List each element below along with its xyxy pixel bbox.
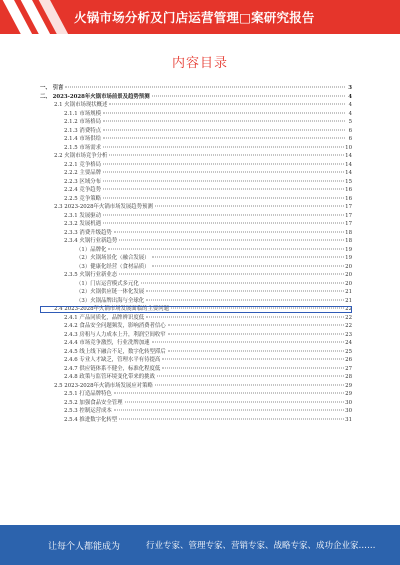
- toc-entry-page-number: 22: [345, 314, 352, 321]
- toc-entry-page-number: 30: [345, 408, 352, 414]
- toc-entry[interactable]: [40, 118, 352, 127]
- toc-entry-page-number: 4: [348, 93, 352, 100]
- footer-slogan-right: 行业专家、管理专家、营销专家、战略专家、成功企业家……: [146, 541, 376, 551]
- toc-entry-label: 2.4.1 产品同质化，品牌辨识度低: [64, 314, 145, 321]
- toc-entry-label: 2.5.2 加强食品安全管理: [64, 399, 123, 406]
- toc-entry[interactable]: [40, 203, 352, 212]
- toc-entry-label: （2）火锅场景化（融合发展）: [76, 255, 150, 261]
- toc-entry[interactable]: [40, 280, 352, 289]
- toc-entry-page-number: 5: [348, 119, 352, 125]
- toc-entry-page-number: 17: [345, 204, 352, 210]
- toc-leader-dots: [119, 240, 344, 241]
- toc-entry-page-number: 16: [345, 187, 352, 193]
- toc-entry-page-number: 6: [348, 127, 352, 134]
- toc-entry-page-number: 14: [345, 153, 352, 159]
- toc-entry-page-number: 18: [345, 229, 352, 236]
- toc-entry-label: （3）火锅品牌出海与全球化: [76, 297, 145, 304]
- toc-entry-page-number: 29: [345, 391, 352, 397]
- toc-entry[interactable]: [40, 169, 352, 178]
- toc-leader-dots: [155, 206, 344, 207]
- toc-entry[interactable]: [40, 416, 352, 425]
- toc-leader-dots: [103, 189, 344, 190]
- toc-leader-dots: [103, 214, 344, 215]
- toc-leader-dots: [168, 325, 344, 326]
- toc-entry-label: （3）健康化经营（食材品质）: [76, 263, 150, 270]
- toc-entry-label: 2.4 2023-2028年火锅市场发展面临的主要问题: [54, 306, 170, 312]
- toc-entry-label: 2.3.2 发展机遇: [64, 221, 101, 227]
- toc-entry-page-number: 22: [345, 306, 352, 312]
- toc-entry[interactable]: [40, 110, 352, 119]
- toc-entry-page-number: 3: [348, 85, 352, 91]
- toc-entry-page-number: 19: [345, 246, 352, 253]
- toc-entry[interactable]: [40, 339, 352, 348]
- toc-entry-page-number: 17: [345, 212, 352, 219]
- toc-entry[interactable]: [40, 127, 352, 136]
- toc-entry[interactable]: [40, 161, 352, 170]
- toc-entry-label: 2.4.6 专业人才缺乏，管理水平有待提高: [64, 357, 161, 363]
- toc-entry[interactable]: [40, 144, 352, 153]
- toc-entry-page-number: 18: [345, 238, 352, 244]
- toc-entry[interactable]: [40, 322, 352, 331]
- toc-entry-label: 2.4.5 线上线下融合不足，数字化转型滞后: [64, 348, 166, 355]
- toc-entry-label: 2.4.3 房租与人力成本上升，利润空间收窄: [64, 331, 166, 338]
- toc-entry-label: 2.5.1 打造品牌特色: [64, 391, 112, 397]
- toc-entry-label: 2.3.4 火锅行业新趋势: [64, 238, 118, 244]
- toc-entry-label: （1）品牌化: [76, 246, 107, 253]
- footer-banner: [0, 525, 400, 565]
- toc-entry[interactable]: [40, 382, 352, 391]
- toc-entry-page-number: 20: [345, 280, 352, 287]
- toc-leader-dots: [152, 95, 345, 96]
- toc-entry-page-number: 14: [345, 161, 352, 168]
- toc-entry[interactable]: [40, 152, 352, 161]
- toc-leader-dots: [103, 172, 344, 173]
- toc-leader-dots: [146, 291, 344, 292]
- toc-entry[interactable]: [40, 101, 352, 110]
- toc-entry-label: 2.5 2023-2028年火锅市场发展应对策略: [54, 382, 153, 389]
- toc-entry-label: 2.3 2023-2028年火锅市场发展趋势预测: [54, 204, 153, 210]
- table-of-contents: [40, 84, 352, 424]
- toc-entry-page-number: 19: [345, 255, 352, 261]
- toc-leader-dots: [152, 342, 345, 343]
- toc-leader-dots: [103, 146, 344, 147]
- toc-entry[interactable]: [40, 263, 352, 272]
- toc-leader-dots: [141, 282, 344, 283]
- toc-leader-dots: [155, 384, 344, 385]
- footer-slogan-left: 让每个人都能成为: [48, 542, 121, 552]
- toc-leader-dots: [146, 316, 344, 317]
- toc-entry[interactable]: [40, 348, 352, 357]
- toc-entry-page-number: 21: [345, 289, 352, 295]
- toc-entry-label: 2.2.1 竞争格局: [64, 161, 101, 168]
- toc-entry-label: 2.2 火锅市场竞争分析: [54, 153, 108, 159]
- toc-entry-label: 2.1.2 市场格局: [64, 119, 101, 125]
- toc-entry-page-number: 27: [345, 365, 352, 372]
- toc-entry-page-number: 20: [345, 263, 352, 270]
- toc-entry[interactable]: [40, 135, 352, 144]
- toc-entry[interactable]: [40, 297, 352, 306]
- toc-entry-label: 2.1.4 市场供给: [64, 136, 101, 142]
- report-header-banner: [0, 0, 400, 34]
- toc-entry-label: 2.2.3 区域分布: [64, 178, 101, 185]
- toc-leader-dots: [119, 274, 344, 275]
- toc-leader-dots: [171, 308, 344, 309]
- toc-entry[interactable]: [40, 195, 352, 204]
- toc-entry-page-number: 31: [345, 416, 352, 423]
- toc-entry[interactable]: [40, 212, 352, 221]
- toc-entry[interactable]: [40, 178, 352, 187]
- report-title: 火锅市场分析及门店运营管理□案研究报告: [74, 10, 315, 25]
- toc-leader-dots: [125, 401, 345, 402]
- toc-leader-dots: [65, 87, 345, 88]
- toc-entry-page-number: 16: [345, 195, 352, 202]
- toc-entry-page-number: 23: [345, 331, 352, 338]
- toc-entry-page-number: 24: [345, 340, 352, 346]
- toc-entry[interactable]: [40, 305, 352, 314]
- toc-entry-label: 二、 2023-2028年火锅市场前景及趋势预测: [40, 93, 150, 100]
- toc-entry-page-number: 4: [348, 110, 352, 117]
- toc-entry[interactable]: [40, 365, 352, 374]
- toc-leader-dots: [114, 393, 344, 394]
- toc-entry-label: 2.2.5 竞争策略: [64, 195, 101, 202]
- toc-leader-dots: [103, 129, 345, 130]
- toc-leader-dots: [103, 138, 345, 139]
- toc-entry-page-number: 25: [345, 348, 352, 355]
- toc-leader-dots: [109, 104, 345, 105]
- toc-entry-page-number: 30: [345, 399, 352, 406]
- toc-entry[interactable]: [40, 356, 352, 365]
- toc-entry-page-number: 10: [345, 144, 352, 151]
- toc-entry-label: 2.2.4 竞争趋势: [64, 187, 101, 193]
- toc-entry[interactable]: [40, 390, 352, 399]
- toc-entry-label: 2.1.1 市场规模: [64, 110, 101, 117]
- toc-entry[interactable]: [40, 246, 352, 255]
- toc-entry-label: 2.1 火锅市场现状概述: [54, 102, 108, 108]
- toc-leader-dots: [162, 359, 344, 360]
- toc-entry-page-number: 14: [345, 170, 352, 176]
- toc-leader-dots: [152, 257, 345, 258]
- toc-entry-page-number: 22: [345, 323, 352, 329]
- toc-leader-dots: [114, 410, 344, 411]
- toc-entry[interactable]: [40, 254, 352, 263]
- toc-entry-label: 2.2.2 主要品牌: [64, 170, 101, 176]
- toc-leader-dots: [114, 231, 344, 232]
- toc-leader-dots: [103, 121, 345, 122]
- toc-entry[interactable]: [40, 84, 352, 93]
- toc-entry[interactable]: [40, 271, 352, 280]
- toc-leader-dots: [168, 350, 344, 351]
- toc-entry-label: 2.3.5 火锅行业新业态: [64, 272, 118, 278]
- toc-leader-dots: [108, 248, 344, 249]
- toc-leader-dots: [109, 155, 344, 156]
- toc-entry-label: 2.5.3 控制运营成本: [64, 408, 112, 414]
- toc-entry-label: （1）门店运营模式多元化: [76, 280, 139, 287]
- toc-entry[interactable]: [40, 288, 352, 297]
- toc-entry-page-number: 4: [348, 102, 352, 108]
- toc-entry[interactable]: [40, 331, 352, 340]
- toc-leader-dots: [103, 112, 345, 113]
- toc-leader-dots: [157, 376, 344, 377]
- toc-entry-page-number: 26: [345, 357, 352, 363]
- toc-entry-page-number: 28: [345, 374, 352, 380]
- toc-entry[interactable]: [40, 373, 352, 382]
- toc-entry-page-number: 15: [345, 178, 352, 185]
- toc-entry[interactable]: [40, 237, 352, 246]
- toc-entry-page-number: 21: [345, 297, 352, 304]
- toc-entry-page-number: 17: [345, 221, 352, 227]
- toc-entry[interactable]: [40, 220, 352, 229]
- toc-heading: 内容目录: [171, 56, 228, 71]
- toc-entry-label: 2.3.3 消费升级趋势: [64, 229, 112, 236]
- toc-leader-dots: [103, 223, 344, 224]
- toc-leader-dots: [152, 265, 345, 266]
- toc-entry-label: 2.4.2 食品安全问题频发，影响消费者信心: [64, 323, 166, 329]
- toc-entry-page-number: 6: [348, 136, 352, 142]
- toc-leader-dots: [168, 333, 344, 334]
- toc-entry[interactable]: [40, 407, 352, 416]
- toc-leader-dots: [103, 163, 344, 164]
- toc-entry[interactable]: [40, 229, 352, 238]
- toc-entry-label: 2.4.8 政策与监管环境变化带来的挑战: [64, 374, 155, 380]
- toc-entry-label: 2.4.7 供应链体系不健全，标准化程度低: [64, 365, 161, 372]
- toc-leader-dots: [146, 299, 344, 300]
- toc-entry-label: 一、 引言: [40, 85, 64, 91]
- toc-entry-label: 2.1.3 消费特点: [64, 127, 101, 134]
- toc-entry[interactable]: [40, 399, 352, 408]
- toc-entry-label: 2.4.4 市场竞争激烈，行业洗牌加速: [64, 340, 150, 346]
- toc-entry-label: （2）火锅供应链一体化发展: [76, 289, 145, 295]
- toc-entry-page-number: 20: [345, 272, 352, 278]
- toc-entry-label: 2.1.5 市场需求: [64, 144, 101, 151]
- toc-leader-dots: [103, 180, 344, 181]
- toc-leader-dots: [119, 418, 344, 419]
- toc-entry[interactable]: [40, 93, 352, 102]
- toc-entry[interactable]: [40, 186, 352, 195]
- toc-leader-dots: [162, 367, 344, 368]
- toc-entry-label: 2.3.1 发展驱动: [64, 212, 101, 219]
- toc-leader-dots: [103, 197, 344, 198]
- toc-entry-label: 2.5.4 推进数字化转型: [64, 416, 118, 423]
- toc-entry-page-number: 29: [345, 382, 352, 389]
- toc-entry[interactable]: [40, 314, 352, 323]
